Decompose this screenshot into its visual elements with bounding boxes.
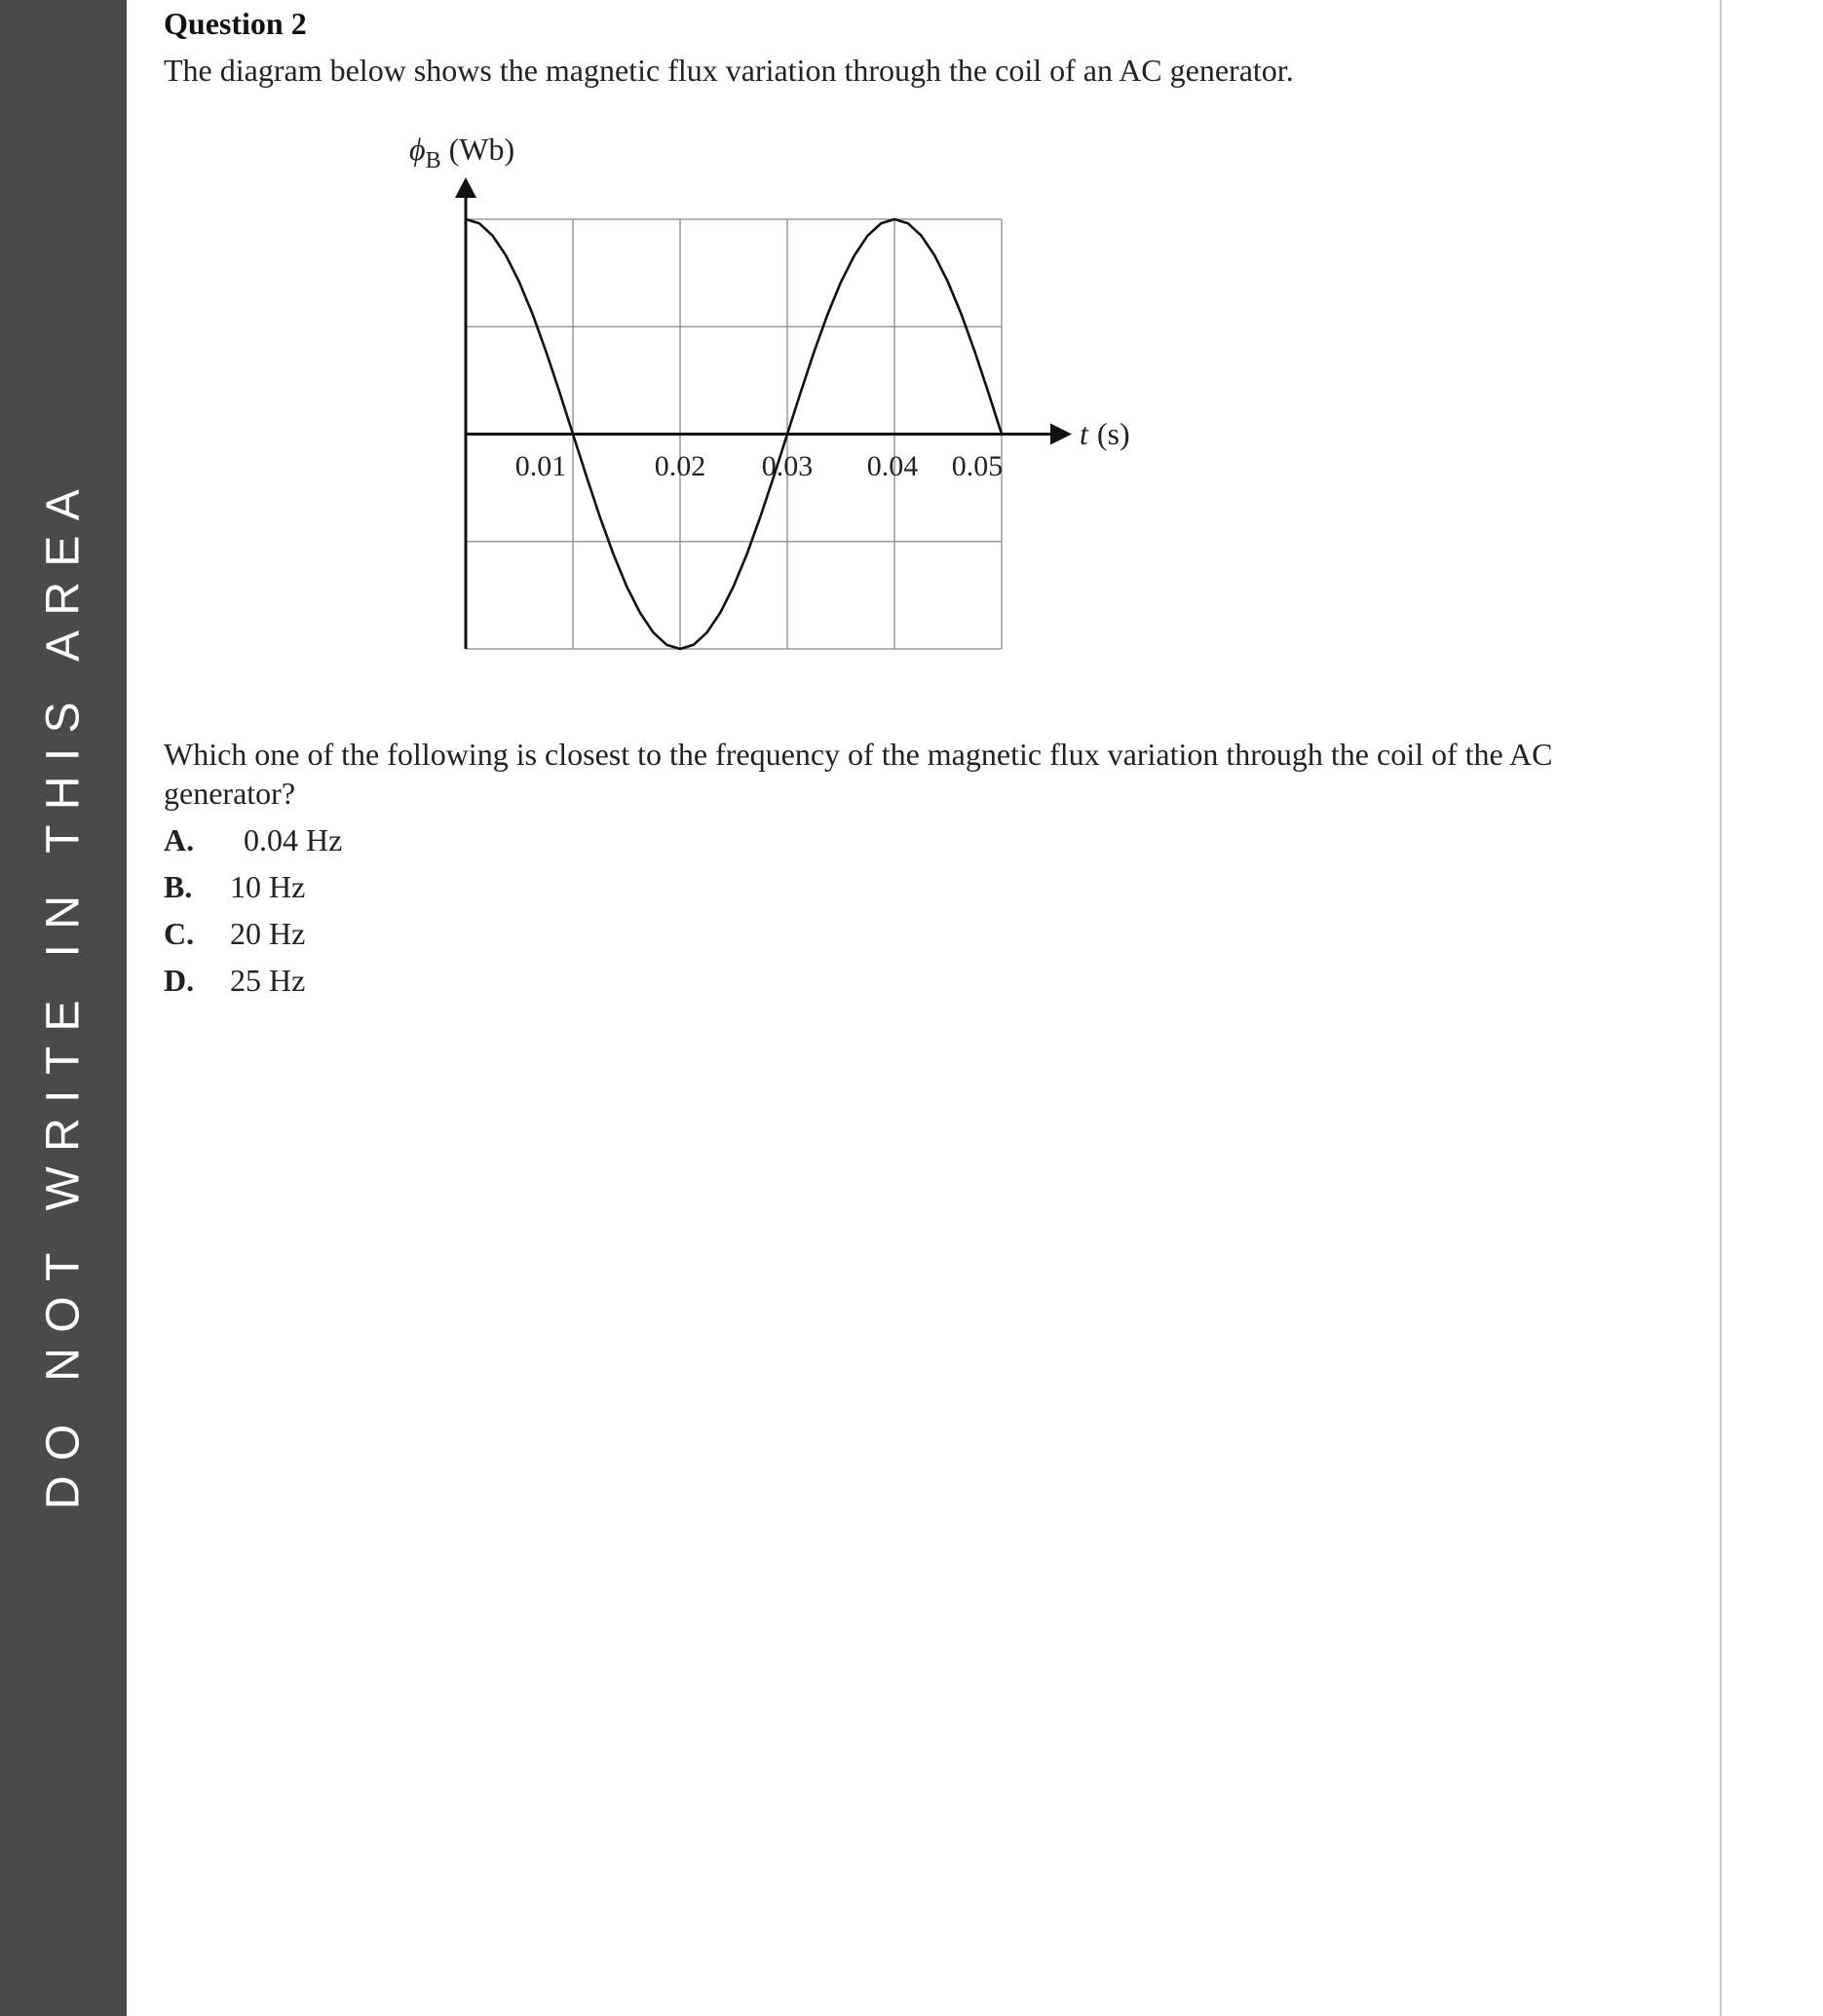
question-prompt: Which one of the following is closest to the frequency of the magnetic flux variation through the coil of the AC generator? xyxy=(164,737,1553,811)
x-tick-labels xyxy=(515,450,1004,482)
x-axis-label xyxy=(1080,416,1130,451)
x-tick-label: 0.01 xyxy=(514,450,567,482)
answer-option xyxy=(164,867,306,906)
x-tick-label: 0.05 xyxy=(951,450,1004,482)
option-letter: D. xyxy=(164,963,195,998)
x-axis-variable: t xyxy=(1080,416,1088,451)
option-text: 10 Hz xyxy=(230,869,306,904)
answer-option xyxy=(164,961,306,1000)
option-letter: B. xyxy=(164,869,193,904)
do-not-write-notice: DO NOT WRITE IN THIS AREA xyxy=(37,474,90,1510)
x-axis-arrow xyxy=(1050,424,1072,445)
x-tick-label: 0.02 xyxy=(654,450,706,482)
y-axis-symbol: ϕ xyxy=(409,132,426,167)
answer-option xyxy=(164,914,306,953)
option-text: 25 Hz xyxy=(230,963,306,998)
question-intro: The diagram below shows the magnetic flux variation through the coil of an AC generator. xyxy=(164,53,1294,88)
y-axis-unit: (Wb) xyxy=(448,132,515,167)
y-axis-subscript: B xyxy=(425,148,441,173)
option-text: 20 Hz xyxy=(230,916,306,951)
x-tick-label: 0.04 xyxy=(866,450,919,482)
flux-graph xyxy=(0,0,1823,702)
option-letter: C. xyxy=(164,916,195,951)
x-axis-unit: (s) xyxy=(1096,416,1130,451)
option-text: 0.04 Hz xyxy=(244,822,343,857)
x-tick-label: 0.03 xyxy=(761,450,814,482)
y-axis-label xyxy=(409,132,514,173)
question-title: Question 2 xyxy=(164,6,307,41)
option-letter: A. xyxy=(164,822,195,857)
y-axis-arrow xyxy=(455,177,476,198)
answer-option xyxy=(164,820,343,859)
